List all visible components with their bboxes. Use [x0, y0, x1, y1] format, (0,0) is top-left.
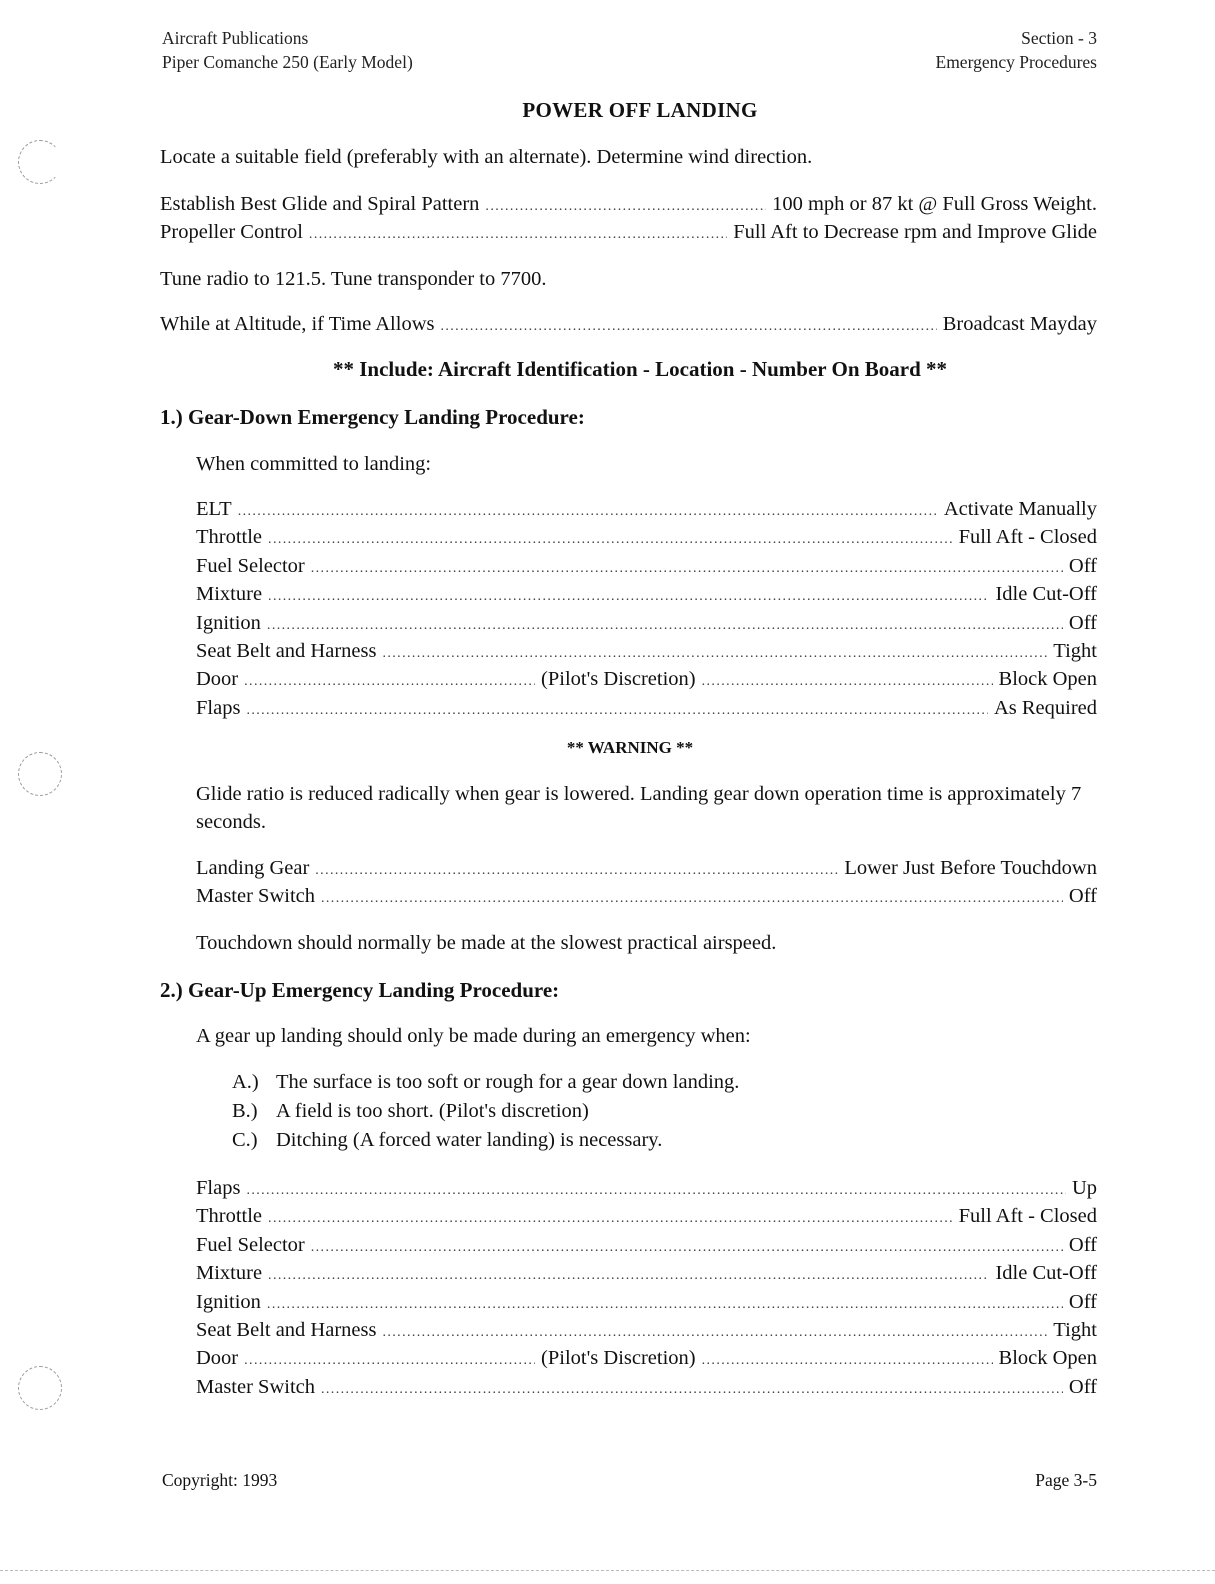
condition-text: Ditching (A forced water landing) is necessary. — [276, 1129, 663, 1151]
checklist-label: Door — [196, 1347, 239, 1370]
leader-dots — [267, 1291, 1063, 1319]
checklist-note: (Pilot's Discretion) — [541, 1347, 696, 1370]
checklist-value: Idle Cut-Off — [995, 1262, 1097, 1285]
condition-item — [232, 1068, 739, 1097]
checklist-value: Tight — [1053, 1319, 1097, 1341]
punch-hole — [18, 1366, 62, 1410]
condition-text: The surface is too soft or rough for a gear down landing. — [276, 1071, 740, 1093]
punch-hole — [18, 140, 62, 184]
leader-dots — [440, 313, 936, 341]
checklist-value: Off — [1068, 1290, 1097, 1313]
checklist-row — [196, 665, 1097, 696]
aircraft-model: Piper Comanche 250 (Early Model) — [162, 52, 413, 72]
checklist-row — [160, 218, 1097, 249]
leader-dots — [311, 1234, 1063, 1262]
radio-instruction: Tune radio to 121.5. Tune transponder to 7700. — [160, 268, 547, 290]
condition-key: A.) — [232, 1071, 259, 1093]
checklist-row — [196, 694, 1097, 725]
checklist-value: Off — [1068, 1375, 1097, 1398]
checklist-value: Block Open — [998, 1347, 1098, 1370]
checklist-row — [196, 637, 1097, 668]
condition-item — [232, 1126, 662, 1155]
checklist-label: ELT — [196, 498, 232, 520]
checklist-row — [196, 1259, 1097, 1290]
warning-text: Glide ratio is reduced radically when gear is lowered. Landing gear down operation time is approximately 7 seconds. — [196, 783, 1082, 833]
leader-dots — [382, 1319, 1047, 1347]
checklist-label: Master Switch — [196, 1375, 315, 1398]
checklist-value: Lower Just Before Touchdown — [844, 857, 1097, 879]
checklist-row — [196, 1316, 1097, 1347]
scan-artifact — [0, 1570, 1215, 1572]
leader-dots — [321, 1376, 1063, 1404]
copyright: Copyright: 1993 — [162, 1470, 278, 1490]
condition-key: B.) — [232, 1100, 258, 1122]
header-left — [162, 26, 413, 74]
section1-heading: 1.) Gear-Down Emergency Landing Procedure: — [160, 405, 585, 429]
checklist-row — [160, 310, 1097, 341]
section2-intro: A gear up landing should only be made during an emergency when: — [196, 1025, 751, 1047]
checklist-row — [196, 1174, 1097, 1205]
leader-dots — [246, 697, 988, 725]
section1-intro: When committed to landing: — [196, 453, 432, 475]
checklist-row — [196, 854, 1097, 885]
condition-item — [232, 1097, 589, 1126]
warning-title: ** WARNING ** — [566, 738, 694, 757]
checklist-value: Full Aft - Closed — [958, 526, 1097, 549]
leader-dots — [268, 1205, 953, 1233]
checklist-row — [196, 1344, 1097, 1375]
checklist-label: Flaps — [196, 696, 241, 719]
section2-heading: 2.) Gear-Up Emergency Landing Procedure: — [160, 978, 560, 1002]
checklist-row — [196, 1373, 1097, 1404]
publisher: Aircraft Publications — [162, 28, 309, 48]
checklist-label: Flaps — [196, 1177, 241, 1199]
leader-dots — [246, 1177, 1066, 1205]
checklist-label: Ignition — [196, 1290, 261, 1313]
checklist-row — [196, 1231, 1097, 1262]
checklist-row — [196, 1288, 1097, 1319]
leader-dots — [268, 526, 953, 554]
checklist-value: Block Open — [998, 668, 1098, 691]
checklist-label: Propeller Control — [160, 221, 303, 243]
condition-text: A field is too short. (Pilot's discretion) — [276, 1100, 589, 1122]
leader-dots — [238, 498, 938, 526]
checklist-label: Fuel Selector — [196, 554, 305, 577]
leader-dots — [268, 1262, 989, 1290]
checklist-row — [196, 495, 1097, 526]
checklist-row — [196, 580, 1097, 611]
checklist-value: Tight — [1053, 640, 1097, 662]
checklist-row — [196, 609, 1097, 640]
leader-dots — [309, 221, 727, 249]
checklist-label: Master Switch — [196, 885, 315, 907]
leader-dots — [382, 640, 1047, 668]
page-number: Page 3-5 — [1035, 1470, 1097, 1490]
checklist-value: Off — [1068, 554, 1097, 577]
checklist-value: 100 mph or 87 kt @ Full Gross Weight. — [772, 193, 1097, 215]
condition-key: C.) — [232, 1129, 258, 1151]
page-title: POWER OFF LANDING — [522, 98, 758, 122]
leader-dots — [702, 1347, 993, 1375]
leader-dots — [702, 668, 993, 696]
checklist-label: Door — [196, 668, 239, 691]
checklist-value: Off — [1068, 611, 1097, 634]
checklist-row — [196, 1202, 1097, 1233]
checklist-value: Full Aft to Decrease rpm and Improve Glide — [733, 221, 1097, 243]
leader-dots — [267, 612, 1063, 640]
checklist-label: Seat Belt and Harness — [196, 1319, 377, 1341]
section1-closing: Touchdown should normally be made at the slowest practical airspeed. — [196, 932, 777, 954]
checklist-row — [160, 190, 1097, 221]
checklist-value: Up — [1071, 1177, 1097, 1199]
header-right — [936, 26, 1098, 74]
checklist-label: Establish Best Glide and Spiral Pattern — [160, 193, 480, 215]
checklist-value: Off — [1068, 1233, 1097, 1256]
checklist-label: Throttle — [196, 1205, 263, 1228]
checklist-label: While at Altitude, if Time Allows — [160, 313, 435, 335]
checklist-value: Broadcast Mayday — [942, 313, 1097, 335]
section-name: Emergency Procedures — [935, 52, 1097, 72]
include-note: ** Include: Aircraft Identification - Location - Number On Board ** — [332, 357, 948, 381]
checklist-label: Mixture — [196, 583, 263, 606]
checklist-label: Seat Belt and Harness — [196, 640, 377, 662]
leader-dots — [321, 885, 1063, 913]
checklist-label: Landing Gear — [196, 857, 310, 879]
checklist-row — [196, 523, 1097, 554]
checklist-note: (Pilot's Discretion) — [541, 668, 696, 691]
checklist-value: Activate Manually — [943, 498, 1097, 520]
checklist-row — [196, 882, 1097, 913]
checklist-value: Idle Cut-Off — [995, 583, 1097, 606]
checklist-label: Throttle — [196, 526, 263, 549]
checklist-value: As Required — [993, 696, 1097, 719]
checklist-value: Off — [1068, 885, 1097, 907]
leader-dots — [268, 583, 989, 611]
checklist-label: Mixture — [196, 1262, 263, 1285]
checklist-label: Ignition — [196, 611, 261, 634]
punch-hole — [18, 752, 62, 796]
leader-dots — [244, 1347, 535, 1375]
intro-text: Locate a suitable field (preferably with an alternate). Determine wind direction. — [160, 146, 813, 168]
section-number: Section - 3 — [1021, 28, 1097, 48]
checklist-label: Fuel Selector — [196, 1233, 305, 1256]
leader-dots — [244, 668, 535, 696]
checklist-row — [196, 552, 1097, 583]
checklist-value: Full Aft - Closed — [958, 1205, 1097, 1228]
leader-dots — [311, 555, 1063, 583]
